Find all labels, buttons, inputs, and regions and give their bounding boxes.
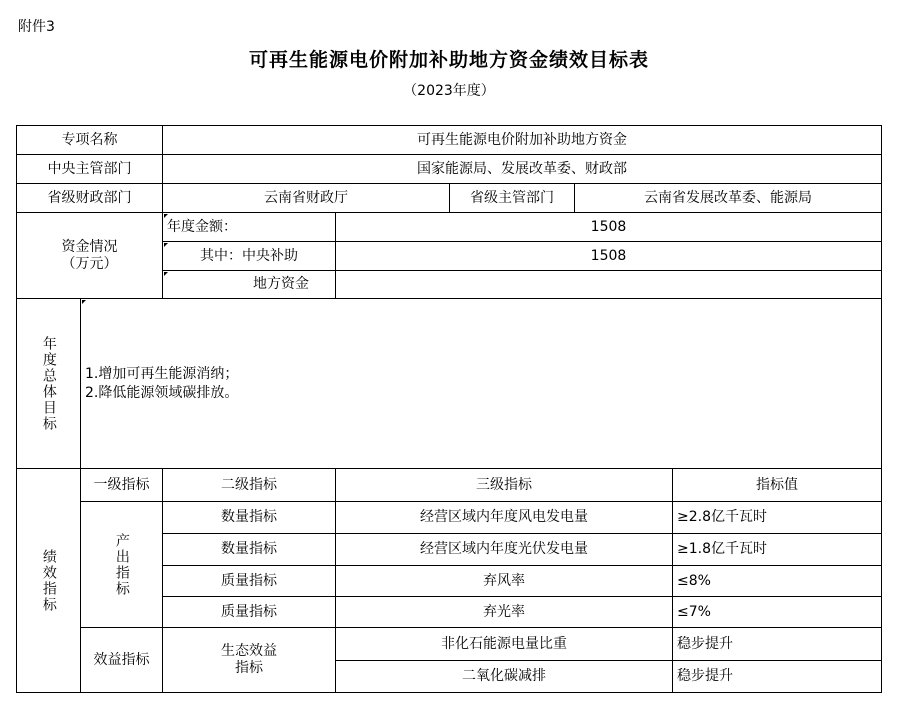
funds-label: 资金情况 （万元） (16, 212, 163, 299)
table-row-level3: 经营区域内年度风电发电量 (335, 501, 673, 534)
table-row-value: 稳步提升 (672, 627, 882, 661)
annual-goal-text (80, 298, 882, 469)
provincial-finance-label: 省级财政部门 (16, 183, 163, 213)
page-title: 可再生能源电价附加补助地方资金绩效目标表 (248, 49, 649, 71)
project-value: 可再生能源电价附加补助地方资金 (162, 125, 882, 155)
col-level2: 二级指标 (162, 468, 336, 502)
table-row-level3: 二氧化碳减排 (335, 660, 673, 693)
provincial-finance-value: 云南省财政厅 (162, 183, 450, 213)
table-row-value: ≥2.8亿千瓦时 (672, 501, 882, 534)
central-subsidy-value: 1508 (335, 241, 882, 271)
annual-amount-value: 1508 (335, 212, 882, 242)
year-subtitle: （2023年度） (403, 83, 495, 99)
table-row-level2: 质量指标 (162, 596, 336, 628)
table-row-level2: 数量指标 (162, 533, 336, 566)
table-row-level2: 质量指标 (162, 565, 336, 597)
table-row-level3: 弃光率 (335, 596, 673, 628)
table-row-level3: 弃风率 (335, 565, 673, 597)
table-row-level2: 数量指标 (162, 501, 336, 534)
col-level1: 一级指标 (80, 468, 163, 502)
central-dept-value: 国家能源局、发展改革委、财政部 (162, 154, 882, 184)
annual-goal-content: 1.增加可再生能源消纳； 2.降低能源领域碳排放。 (85, 365, 239, 401)
central-subsidy-label: 其中：中央补助 (162, 241, 336, 271)
annual-amount-label: 年度金额： (162, 212, 336, 242)
attachment-label: 附件3 (18, 19, 55, 35)
provincial-dept-label: 省级主管部门 (449, 183, 575, 213)
indicators-label: 绩效指标 (16, 468, 81, 693)
central-dept-label: 中央主管部门 (16, 154, 163, 184)
table-row-level3: 非化石能源电量比重 (335, 627, 673, 661)
col-level3: 三级指标 (335, 468, 673, 502)
table-row-value: ≥1.8亿千瓦时 (672, 533, 882, 566)
annual-goal-label: 年度总体目标 (16, 298, 81, 469)
table-row-value: ≤7% (672, 596, 882, 628)
project-label: 专项名称 (16, 125, 163, 155)
table-row-value: ≤8% (672, 565, 882, 597)
col-value: 指标值 (672, 468, 882, 502)
local-funds-label: 地方资金 (162, 270, 336, 299)
output-indicators-label: 产出指标 (80, 501, 163, 628)
local-funds-value (335, 270, 882, 299)
benefit-indicators-label: 效益指标 (80, 627, 163, 693)
table-row-level3: 经营区域内年度光伏发电量 (335, 533, 673, 566)
table-row-value: 稳步提升 (672, 660, 882, 693)
eco-benefit-label: 生态效益 指标 (162, 627, 336, 693)
provincial-dept-value: 云南省发展改革委、能源局 (574, 183, 882, 213)
